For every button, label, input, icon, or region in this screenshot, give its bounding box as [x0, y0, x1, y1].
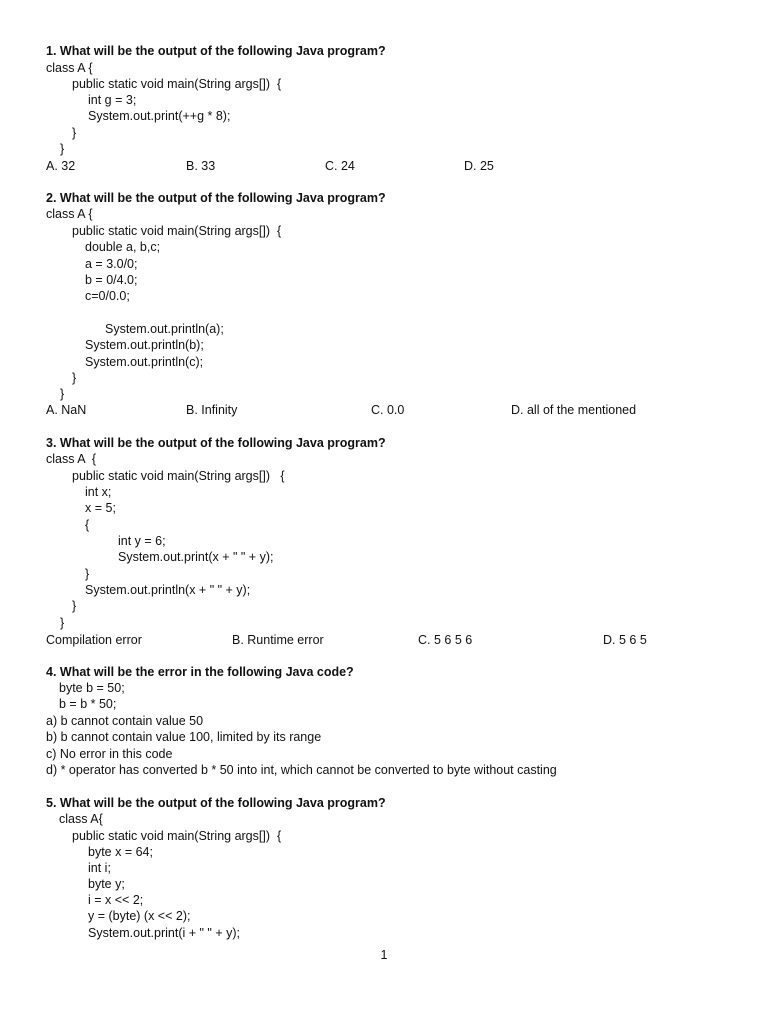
code-line: class A{ [59, 812, 103, 826]
code-line: int y = 6; [118, 534, 166, 548]
code-line: public static void main(String args[]) { [72, 829, 282, 843]
code-line: class A { [46, 61, 93, 75]
code-line: a = 3.0/0; [85, 257, 138, 271]
question-title: 5. What will be the output of the following Java program? [46, 796, 386, 810]
code-line: i = x << 2; [88, 893, 144, 907]
code-line: int i; [88, 861, 111, 875]
code-line: } [60, 616, 65, 630]
code-line: System.out.print(++g * 8); [88, 109, 231, 123]
answer-option: d) * operator has converted b * 50 into int, which cannot be converted to byte without casting [46, 763, 557, 777]
code-line: b = 0/4.0; [85, 273, 138, 287]
code-line: public static void main(String args[]) { [72, 224, 282, 238]
code-line: System.out.println(b); [85, 338, 204, 352]
answer-option: C. 0.0 [371, 403, 405, 417]
question-title: 4. What will be the error in the following Java code? [46, 665, 354, 679]
answer-option: C. 5 6 5 6 [418, 633, 473, 647]
answer-option: Compilation error [46, 633, 142, 647]
answer-option: A. NaN [46, 403, 87, 417]
code-line: x = 5; [85, 501, 116, 515]
question-title: 1. What will be the output of the following Java program? [46, 44, 386, 58]
answer-option: b) b cannot contain value 100, limited by its range [46, 730, 322, 744]
answer-option: D. 5 6 5 [603, 633, 647, 647]
question-title: 3. What will be the output of the following Java program? [46, 436, 386, 450]
code-line: class A { [46, 452, 97, 466]
code-line: class A { [46, 207, 93, 221]
code-line: System.out.print(x + " " + y); [118, 550, 274, 564]
code-line: System.out.println(a); [105, 322, 224, 336]
code-line: } [60, 387, 65, 401]
answer-option: a) b cannot contain value 50 [46, 714, 204, 728]
code-line: } [72, 599, 77, 613]
code-line: { [85, 518, 90, 532]
page-number: 1 [380, 948, 388, 962]
answer-option: C. 24 [325, 159, 355, 173]
answer-option: B. 33 [186, 159, 216, 173]
code-line: } [60, 142, 65, 156]
answer-option: A. 32 [46, 159, 76, 173]
answer-option: B. Infinity [186, 403, 238, 417]
code-line: System.out.println(c); [85, 355, 204, 369]
code-line: public static void main(String args[]) { [72, 77, 282, 91]
answer-option: B. Runtime error [232, 633, 324, 647]
code-line: c=0/0.0; [85, 289, 130, 303]
code-line: int x; [85, 485, 112, 499]
answer-option: D. all of the mentioned [511, 403, 637, 417]
code-line: System.out.print(i + " " + y); [88, 926, 240, 940]
code-line: byte y; [88, 877, 125, 891]
code-line: System.out.println(x + " " + y); [85, 583, 251, 597]
code-line: } [72, 126, 77, 140]
code-line: byte x = 64; [88, 845, 153, 859]
answer-option: c) No error in this code [46, 747, 173, 761]
answer-option: D. 25 [464, 159, 494, 173]
code-line: } [85, 567, 90, 581]
code-line: } [72, 371, 77, 385]
code-line: b = b * 50; [59, 697, 117, 711]
code-line: public static void main(String args[]) { [72, 469, 285, 483]
question-title: 2. What will be the output of the following Java program? [46, 191, 386, 205]
code-line: y = (byte) (x << 2); [88, 909, 191, 923]
code-line: byte b = 50; [59, 681, 125, 695]
code-line: double a, b,c; [85, 240, 161, 254]
code-line: int g = 3; [88, 93, 137, 107]
